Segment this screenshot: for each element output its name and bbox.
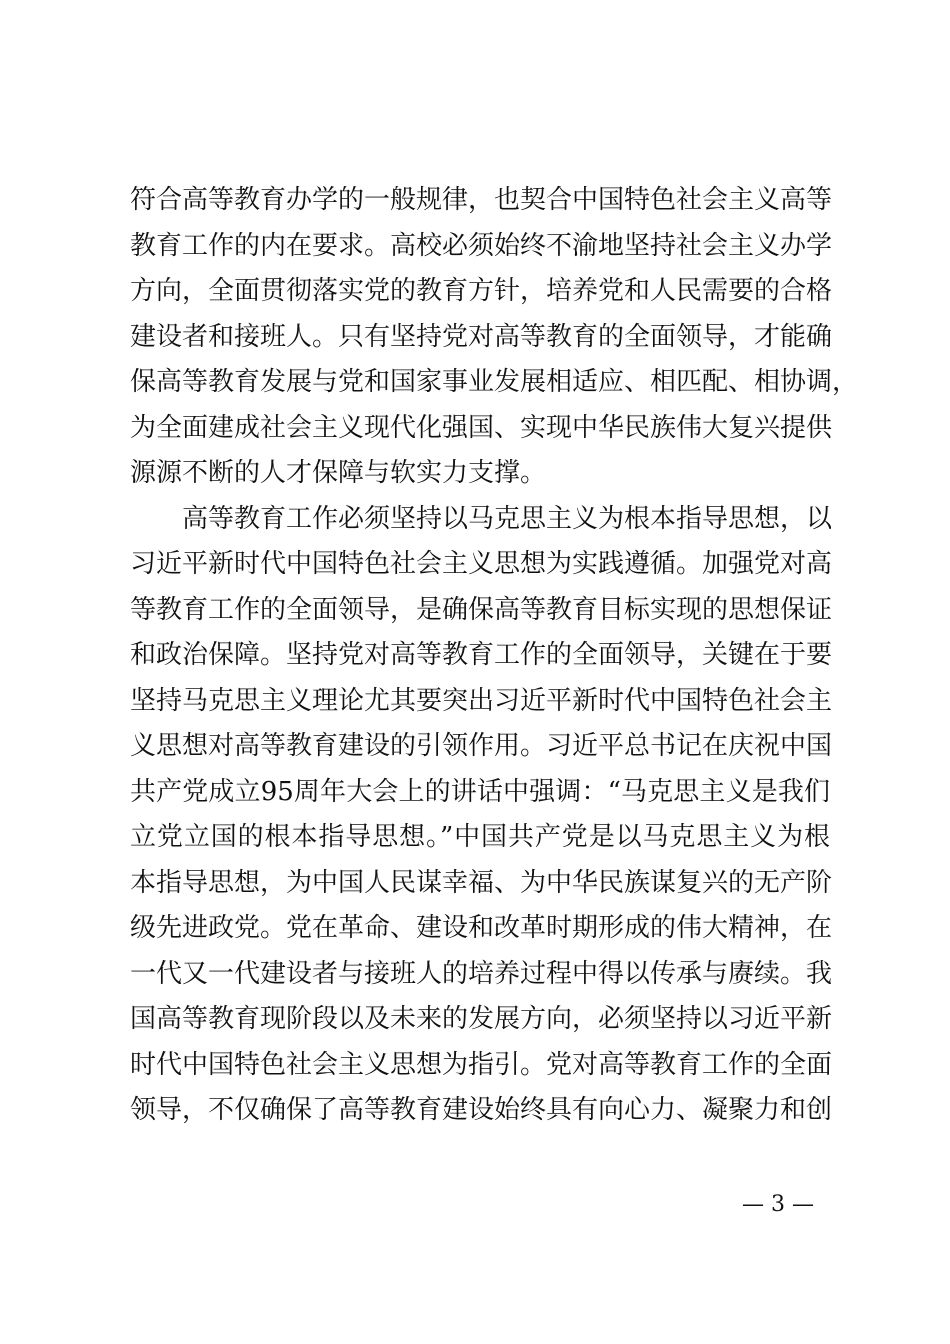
document-body — [130, 178, 859, 1134]
text-line: 共产党成立95周年大会上的讲话中强调：“马克思主义是我们 — [130, 776, 830, 807]
text-line: 习近平新时代中国特色社会主义思想为实践遵循。加强党对高 — [130, 549, 833, 579]
text-line: 时代中国特色社会主义思想为指引。党对高等教育工作的全面 — [130, 1049, 833, 1080]
paragraph-1 — [130, 178, 859, 497]
text-line: 为全面建成社会主义现代化强国、实现中华民族伟大复兴提供 — [130, 412, 833, 443]
text-line: 本指导思想，为中国人民谋幸福、为中华民族谋复兴的无产阶 — [130, 867, 833, 898]
text-line: 国高等教育现阶段以及未来的发展方向，必须坚持以习近平新 — [130, 1004, 833, 1034]
text-line: 方向，全面贯彻落实党的教育方针，培养党和人民需要的合格 — [130, 276, 833, 306]
text-line: 级先进政党。党在革命、建设和改革时期形成的伟大精神，在 — [130, 913, 833, 943]
text-line: 坚持马克思主义理论尤其要突出习近平新时代中国特色社会主 — [130, 685, 833, 716]
text-line: 保高等教育发展与党和国家事业发展相适应、相匹配、相协调， — [130, 367, 859, 397]
text-line: 义思想对高等教育建设的引领作用。习近平总书记在庆祝中国 — [130, 731, 833, 761]
text-line: 一代又一代建设者与接班人的培养过程中得以传承与赓续。我 — [130, 958, 833, 989]
text-line: 符合高等教育办学的一般规律，也契合中国特色社会主义高等 — [130, 185, 833, 215]
text-line: 高等教育工作必须坚持以马克思主义为根本指导思想，以 — [182, 503, 833, 534]
text-line: 和政治保障。坚持党对高等教育工作的全面领导，关键在于要 — [130, 640, 833, 670]
text-line: 立党立国的根本指导思想。”中国共产党是以马克思主义为根 — [130, 822, 830, 852]
text-line: 领导，不仅确保了高等教育建设始终具有向心力、凝聚力和创 — [130, 1095, 833, 1125]
text-line: 建设者和接班人。只有坚持党对高等教育的全面领导，才能确 — [130, 321, 833, 352]
page-number: — 3 — — [742, 1192, 814, 1217]
paragraph-2 — [130, 497, 833, 1134]
text-line: 源源不断的人才保障与软实力支撑。 — [130, 458, 547, 488]
text-line: 教育工作的内在要求。高校必须始终不渝地坚持社会主义办学 — [130, 230, 833, 261]
text-line: 等教育工作的全面领导，是确保高等教育目标实现的思想保证 — [130, 594, 833, 625]
